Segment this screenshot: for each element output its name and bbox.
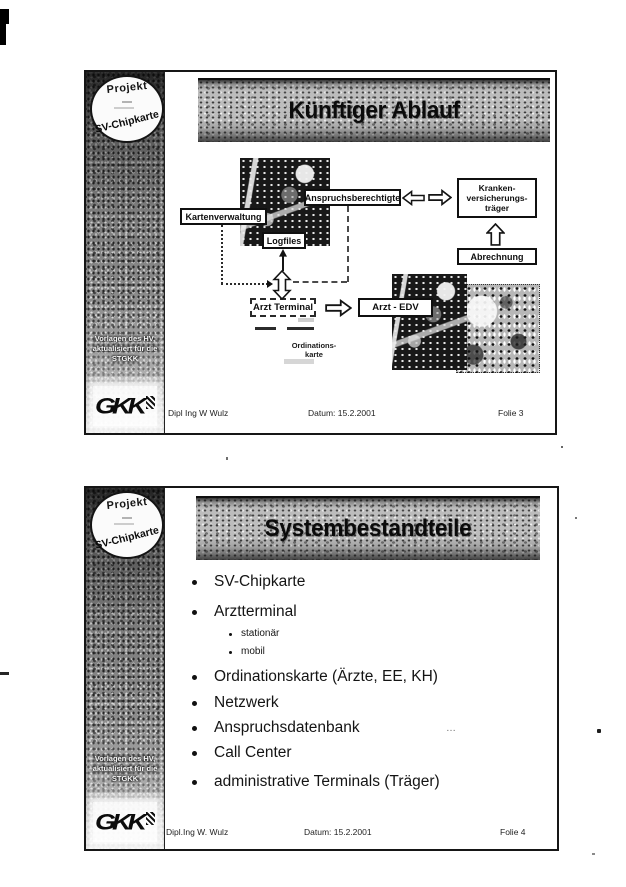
title-banner	[196, 496, 540, 560]
badge-smudge	[122, 517, 132, 519]
box-kv-line: versicherungs-	[466, 192, 528, 203]
bullet-item	[192, 603, 297, 621]
scan-smudge	[298, 318, 314, 322]
bullet-dot-icon	[229, 633, 232, 636]
slide-4	[84, 486, 559, 851]
box-kartenverwaltung: Kartenverwaltung	[180, 208, 267, 225]
box-anspruchsberechtigte: Anspruchsberechtigte	[304, 189, 401, 206]
bullet-text: Ordinationskarte (Ärzte, EE, KH)	[214, 668, 438, 685]
bullet-item	[192, 773, 440, 791]
project-badge	[90, 75, 164, 143]
bullet-dot-icon	[229, 651, 232, 654]
gkk-logo-mark-icon	[146, 812, 155, 825]
sidebar-note-line: STGKK	[111, 773, 139, 783]
bullet-item	[192, 573, 305, 591]
bullet-text: mobil	[241, 646, 265, 657]
scan-artifact	[226, 457, 228, 460]
box-krankenversicherungstraeger	[457, 178, 537, 218]
badge-smudge	[114, 107, 134, 109]
gkk-logo	[93, 386, 157, 426]
connector-dashed-horizontal	[293, 281, 347, 283]
slide-title: Systembestandteile	[264, 515, 472, 542]
bullet-item	[192, 719, 360, 737]
sidebar	[86, 488, 165, 849]
label-ordinationskarte	[279, 341, 349, 359]
sub-bullet-item	[229, 646, 265, 657]
bullet-text: Anspruchsdatenbank	[214, 719, 360, 736]
thin-arrow-up-icon	[277, 249, 289, 272]
scan-artifact	[0, 9, 9, 24]
sidebar-note	[87, 754, 163, 783]
slide-3	[84, 70, 557, 435]
badge-text-top: Projekt	[106, 79, 148, 97]
connector-dotted-vertical	[221, 225, 223, 284]
gkk-logo-text: GKK	[95, 393, 143, 418]
box-arzt-edv: Arzt - EDV	[358, 298, 433, 317]
block-arrow-right-icon	[428, 189, 452, 206]
badge-text-bottom: SV-Chipkarte	[93, 108, 161, 136]
block-arrow-up-icon	[486, 223, 505, 246]
sidebar-note-line: aktualisiert für die	[92, 343, 158, 353]
bullet-dot-icon	[192, 751, 197, 756]
scan-smudge-dots: …	[446, 723, 456, 734]
footer-date: Datum: 15.2.2001	[308, 408, 376, 418]
bullet-item	[192, 694, 279, 712]
bullet-text: SV-Chipkarte	[214, 573, 306, 590]
photo-doctor-patient	[456, 284, 540, 373]
bullet-item	[192, 668, 438, 686]
scan-artifact	[597, 729, 601, 733]
box-kv-line: träger	[484, 203, 510, 214]
scan-artifact	[0, 24, 6, 45]
gkk-logo	[93, 802, 157, 842]
scan-artifact	[575, 517, 577, 519]
footer-date: Datum: 15.2.2001	[304, 827, 372, 837]
photo-doctor-office	[392, 274, 467, 370]
scan-smudge	[284, 359, 314, 364]
bullet-dot-icon	[192, 780, 197, 785]
box-logfiles: Logfiles	[262, 232, 306, 249]
gkk-logo-mark-icon	[146, 396, 155, 409]
bullet-text: administrative Terminals (Träger)	[214, 773, 440, 790]
sidebar-note-line: aktualisiert für die	[92, 763, 158, 773]
box-abrechnung: Abrechnung	[457, 248, 537, 265]
badge-smudge	[114, 523, 134, 525]
bullet-text: Netzwerk	[214, 694, 279, 711]
footer-slide-number: Folie 3	[498, 408, 524, 418]
scan-smudge	[255, 327, 276, 330]
slide-title: Künftiger Ablauf	[288, 97, 460, 124]
badge-smudge	[122, 101, 132, 103]
bullet-dot-icon	[192, 726, 197, 731]
bullet-dot-icon	[192, 675, 197, 680]
block-arrow-right-icon	[325, 299, 352, 317]
bullet-dot-icon	[192, 610, 197, 615]
sidebar-note-line: Vorlagen des HV,	[94, 754, 156, 763]
connector-dashed-vertical	[347, 206, 349, 282]
box-kv-line: Kranken-	[478, 182, 516, 193]
bullet-dot-icon	[192, 701, 197, 706]
badge-text-top: Projekt	[106, 495, 148, 513]
sidebar-note-line: STGKK	[111, 353, 139, 363]
bullet-dot-icon	[192, 580, 197, 585]
bullet-item	[192, 744, 292, 762]
footer-slide-number: Folie 4	[500, 827, 526, 837]
sub-bullet-item	[229, 628, 279, 639]
scan-artifact	[0, 672, 9, 675]
block-arrow-left-icon	[402, 190, 425, 206]
bullet-text: Call Center	[214, 744, 292, 761]
scan-artifact	[592, 853, 595, 855]
footer-author: Dipl.Ing W. Wulz	[166, 827, 229, 837]
bullet-text: stationär	[241, 628, 280, 639]
block-arrow-updown-icon	[272, 270, 292, 300]
sidebar-note	[87, 334, 163, 363]
scan-artifact	[561, 446, 563, 448]
scan-smudge	[287, 327, 314, 330]
project-badge	[90, 491, 164, 559]
label-ordinationskarte-line: karte	[305, 350, 323, 359]
connector-dotted-horizontal	[221, 283, 268, 285]
label-ordinationskarte-line: Ordinations-	[291, 341, 337, 350]
badge-text-bottom: SV-Chipkarte	[93, 524, 161, 552]
bullet-text: Arztterminal	[214, 603, 297, 620]
gkk-logo-text: GKK	[95, 809, 143, 834]
sidebar-note-line: Vorlagen des HV,	[94, 334, 156, 343]
box-arzt-terminal: Arzt Terminal	[250, 298, 316, 317]
footer-author: Dipl Ing W Wulz	[168, 408, 229, 418]
